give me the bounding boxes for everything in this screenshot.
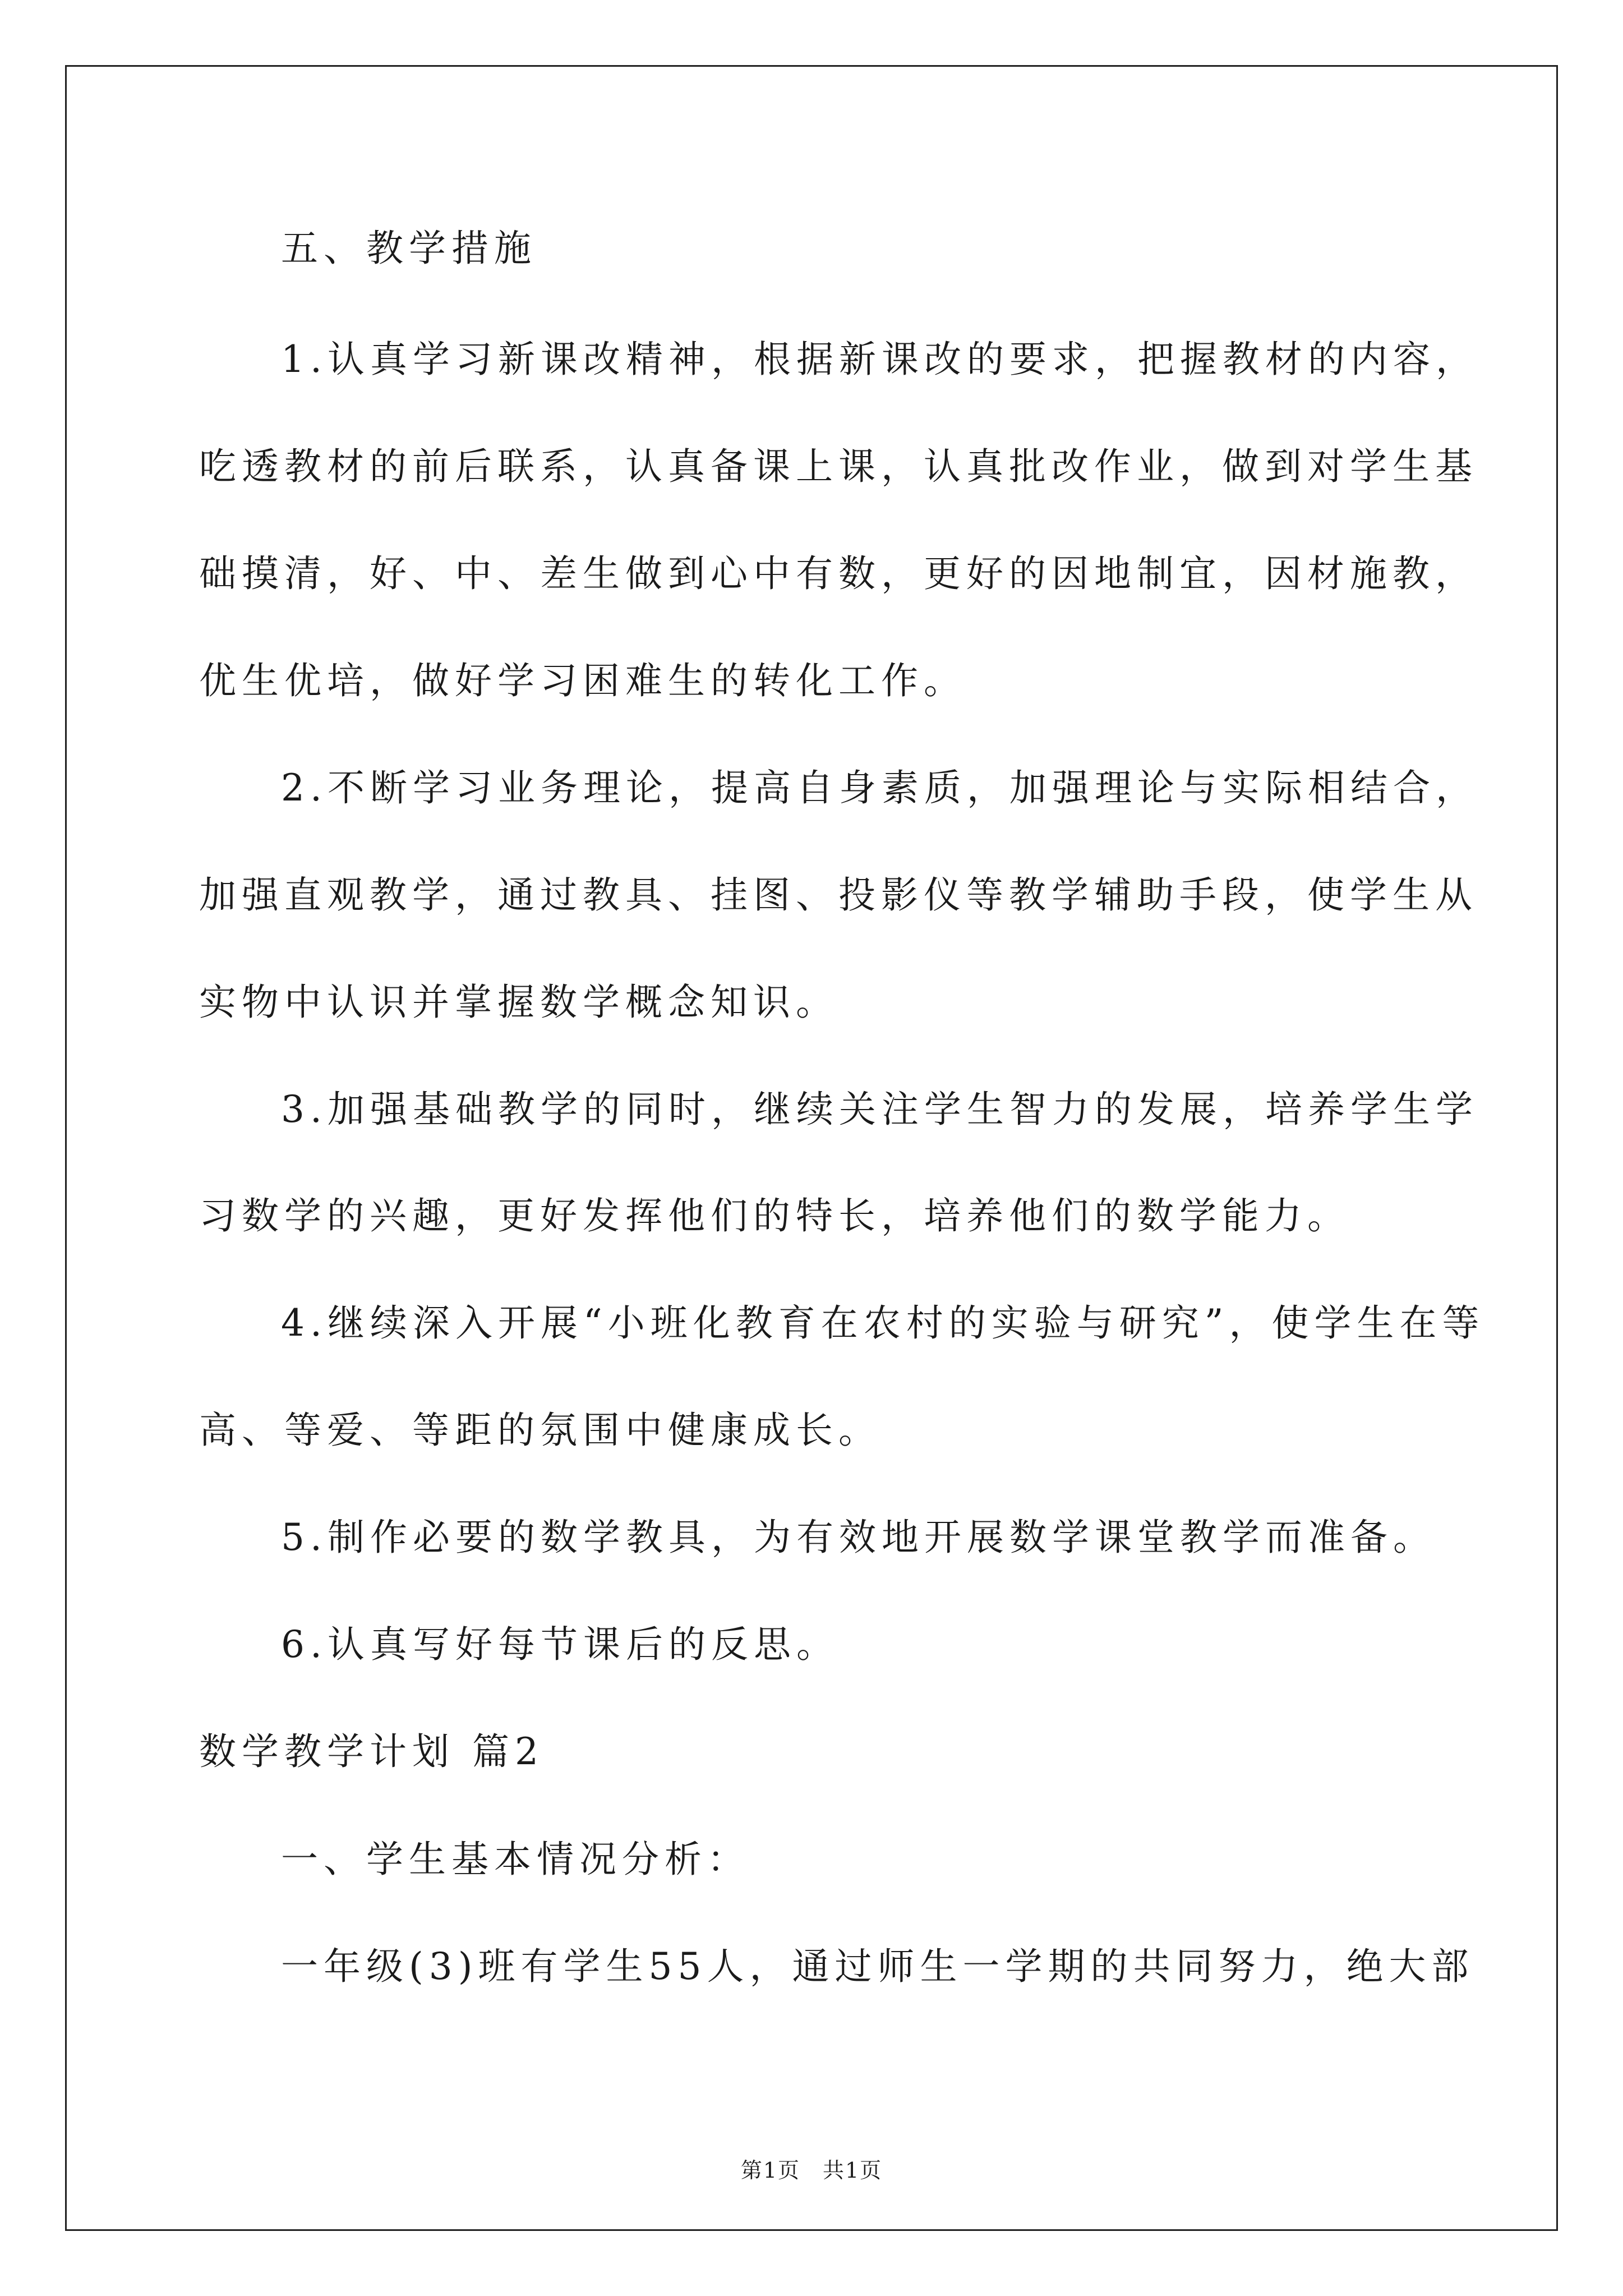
paragraph-line: 习数学的兴趣，更好发挥他们的特长，培养他们的数学能力。: [199, 1194, 1350, 1237]
paragraph-line: 1.认真学习新课改精神，根据新课改的要求，把握教材的内容，: [281, 338, 1478, 381]
section-heading: 一、学生基本情况分析：: [281, 1838, 750, 1881]
paragraph-line: 5.制作必要的数学教具，为有效地开展数学课堂教学而准备。: [281, 1516, 1436, 1559]
page-number: 第1页: [740, 2158, 800, 2183]
paragraph-line: 础摸清，好、中、差生做到心中有数，更好的因地制宜，因材施教，: [199, 552, 1478, 595]
paragraph-line: 优生优培，做好学习困难生的转化工作。: [199, 659, 966, 702]
paragraph-line: 6.认真写好每节课后的反思。: [281, 1623, 839, 1666]
paragraph-line: 实物中认识并掌握数学概念知识。: [199, 981, 838, 1024]
page-border: [65, 65, 1558, 2231]
paragraph-line: 加强直观教学，通过教具、挂图、投影仪等教学辅助手段，使学生从: [199, 873, 1478, 917]
paragraph-line: 4.继续深入开展“小班化教育在农村的实验与研究”，使学生在等: [281, 1301, 1485, 1345]
section-heading: 五、教学措施: [281, 227, 537, 270]
page-footer: [0, 2157, 1623, 2184]
page-total: 共1页: [823, 2158, 883, 2183]
paragraph-line: 3.加强基础教学的同时，继续关注学生智力的发展，培养学生学: [281, 1088, 1478, 1131]
article-title: 数学教学计划 篇2: [199, 1730, 544, 1773]
paragraph-line: 高、等爱、等距的氛围中健康成长。: [199, 1409, 881, 1452]
paragraph-line: 2.不断学习业务理论，提高自身素质，加强理论与实际相结合，: [281, 766, 1478, 809]
paragraph-line: 吃透教材的前后联系，认真备课上课，认真批改作业，做到对学生基: [199, 445, 1478, 488]
paragraph-line: 一年级(3)班有学生55人，通过师生一学期的共同努力，绝大部: [281, 1945, 1474, 1988]
